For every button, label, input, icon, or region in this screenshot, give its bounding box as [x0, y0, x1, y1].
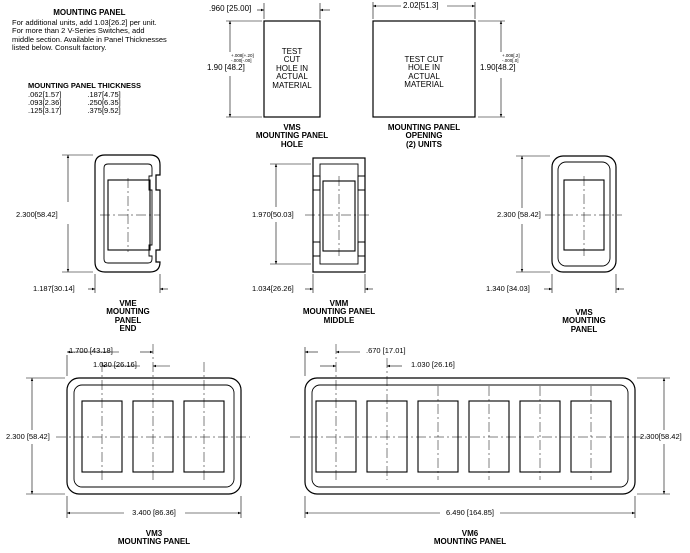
- vms-hole-title: VMS MOUNTING PANEL HOLE: [255, 123, 329, 149]
- vmm-width-dim: 1.034[26.26]: [252, 284, 294, 293]
- vms-panel-figure: [516, 156, 624, 293]
- vm6-width-dim: 6.490 [164.85]: [446, 508, 494, 517]
- vms-title: VMS MOUNTING PANEL: [562, 308, 606, 334]
- vm6-figure: [290, 344, 670, 518]
- vms-hole-width-dim: .960 [25.00]: [209, 4, 252, 13]
- vm3-height-dim: 2.300 [58.42]: [6, 432, 50, 441]
- vm6-title: VM6 MOUNTING PANEL: [433, 529, 507, 547]
- vmm-figure: [270, 158, 373, 293]
- vme-width-dim: 1.187[30.14]: [33, 284, 75, 293]
- vm3-title: VM3 MOUNTING PANEL: [117, 529, 191, 547]
- vmm-height-dim: 1.970[50.03]: [252, 210, 294, 219]
- notes-line: middle section. Available in Panel Thicknesses: [12, 34, 167, 44]
- vm6-height-dim: 2.300[58.42]: [640, 432, 682, 441]
- thickness-value: .093[2.36]: [28, 97, 62, 107]
- notes-line: For more than 2 V-Series Switches, add: [12, 26, 145, 36]
- vm3-dim-a: 1.700 [43.18]: [69, 346, 113, 355]
- mounting-panel-notes: [12, 9, 167, 53]
- vme-figure: [62, 155, 168, 293]
- vm6-dim-b: 1.030 [26.16]: [411, 360, 455, 369]
- vm6-dim-a: .670 [17.01]: [366, 346, 406, 355]
- vms-height-dim: 2.300 [58.42]: [497, 210, 541, 219]
- thickness-heading: MOUNTING PANEL THICKNESS: [28, 81, 142, 90]
- opening-title: MOUNTING PANEL OPENING (2) UNITS: [387, 123, 461, 149]
- vm3-dim-b: 1.030 [26.16]: [93, 360, 137, 369]
- opening-height-dim: 1.90[48.2]: [480, 63, 516, 72]
- vmm-title: VMM MOUNTING PANEL MIDDLE: [302, 299, 376, 325]
- opening-width-dim: 2.02[51.3]: [403, 1, 439, 10]
- vms-width-dim: 1.340 [34.03]: [486, 284, 530, 293]
- vm3-figure: [26, 344, 250, 518]
- notes-line: For additional units, add 1.03[26.2] per unit.: [12, 17, 157, 27]
- thickness-row: [28, 107, 121, 115]
- vms-hole-label: TEST CUT HOLE IN ACTUAL MATERIAL: [272, 47, 312, 90]
- opening-label: TEST CUT HOLE IN ACTUAL MATERIAL: [404, 55, 444, 90]
- vme-height-dim: 2.300[58.42]: [16, 210, 58, 219]
- thickness-value: .250[6.35]: [87, 97, 121, 107]
- vme-title: VME MOUNTING PANEL END: [106, 299, 150, 334]
- vms-hole-height-dim: 1.90 [48.2]: [207, 63, 245, 72]
- panel-thickness-table: [28, 81, 141, 115]
- notes-heading: MOUNTING PANEL: [53, 8, 126, 17]
- notes-line: listed below. Consult factory.: [12, 43, 107, 53]
- thickness-value: .187[4.75]: [87, 90, 121, 99]
- thickness-value: .375[9.52]: [87, 105, 121, 115]
- vm3-width-dim: 3.400 [86.36]: [132, 508, 176, 517]
- opening-tolerance: +.008[.2] -.000[.0]: [502, 53, 520, 63]
- vms-hole-tolerance: +.008[+.20] -.000[-.00]: [231, 53, 254, 63]
- thickness-value: .125[3.17]: [28, 105, 62, 115]
- thickness-value: .062[1.57]: [28, 90, 62, 99]
